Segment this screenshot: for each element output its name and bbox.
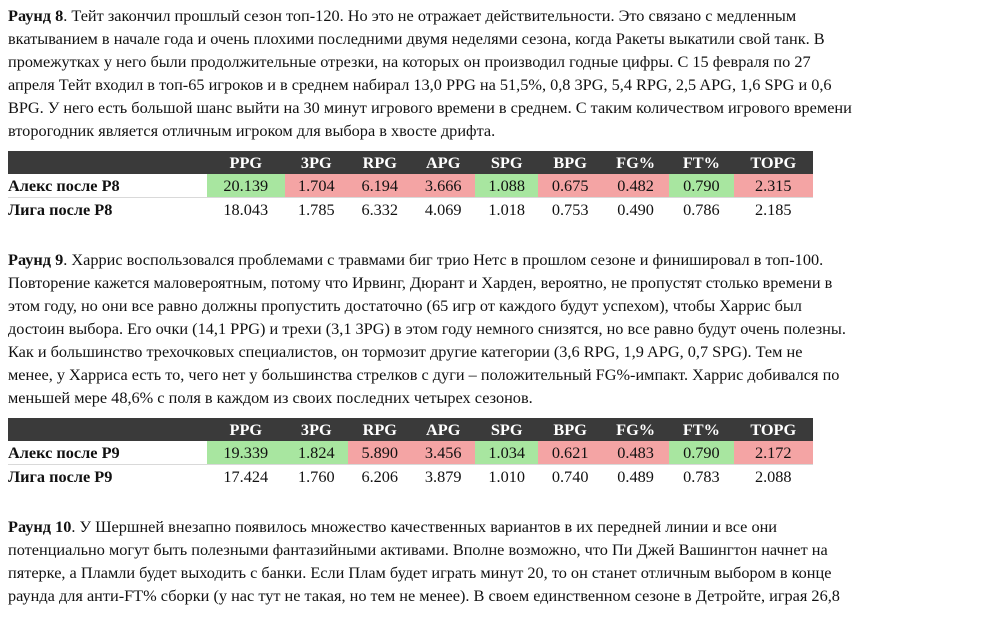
header-apg: APG <box>412 418 475 441</box>
round-9-stats-table <box>8 418 813 488</box>
stat-cell: 2.172 <box>734 441 813 465</box>
stat-cell: 1.785 <box>297 199 335 219</box>
header-rpg: RPG <box>348 418 411 441</box>
header-bpg: BPG <box>538 418 601 441</box>
stat-cell: 0.483 <box>602 441 669 465</box>
header-3pg: 3PG <box>285 418 348 441</box>
stat-cell: 6.206 <box>361 466 399 486</box>
stat-cell: 1.760 <box>297 466 335 486</box>
row-label: Лига после Р9 <box>8 466 113 486</box>
stat-cell: 0.675 <box>538 174 601 198</box>
stat-cell: 0.753 <box>551 199 589 219</box>
alex-row <box>8 441 813 465</box>
header-empty-cell <box>8 418 207 441</box>
table-header-row <box>8 418 813 441</box>
header-apg: APG <box>412 151 475 174</box>
stat-cell: 1.034 <box>475 441 538 465</box>
stat-cell: 5.890 <box>348 441 411 465</box>
stat-cell: 1.018 <box>488 199 526 219</box>
header-bpg: BPG <box>538 151 601 174</box>
header-fg: FG% <box>602 151 669 174</box>
stat-cell: 4.069 <box>424 199 462 219</box>
round-9-paragraph: Раунд 9. Харрис воспользовался проблемами с травмами биг трио Нетс в прошлом сезоне и финишировал в топ-100. Повторение кажется маловероятным, потому что Ирвинг, Дюрант и Харден, вероятно, не пропустят столько времени в этом году, но они все равно должны пропустить достаточно (65 игр от каждого будут успехом), чтобы Харрис был достоин выбора. Его очки (14,1 PPG) и трехи (3,1 3PG) в этом году немного снизятся, но все равно будут очень полезны. Как и большинство трехочковых специалистов, он тормозит другие категории (3,6 RPG, 1,9 APG, 0,7 SPG). Тем не менее, у Харриса есть то, чего нет у большинства стрелков с дуги – положительный FG%-импакт. Харрис добивался по меньшей мере 48,6% с поля в каждом из своих последних четырех сезонов. <box>8 250 846 407</box>
table-header-row <box>8 151 813 174</box>
stat-cell: 0.783 <box>683 466 720 486</box>
stat-cell: 6.194 <box>348 174 411 198</box>
header-ppg: PPG <box>207 151 285 174</box>
header-spg: SPG <box>475 151 538 174</box>
row-label: Алекс после Р8 <box>8 174 207 198</box>
league-row <box>8 465 813 489</box>
stat-cell: 0.621 <box>538 441 601 465</box>
header-ppg: PPG <box>207 418 285 441</box>
header-ft: FT% <box>669 418 733 441</box>
header-empty-cell <box>8 151 207 174</box>
stat-cell: 0.740 <box>551 466 589 486</box>
alex-row <box>8 174 813 198</box>
stat-cell: 0.482 <box>602 174 669 198</box>
stat-cell: 18.043 <box>223 199 269 219</box>
league-row <box>8 198 813 222</box>
stat-cell: 1.704 <box>285 174 348 198</box>
stat-cell: 2.088 <box>754 466 792 486</box>
round-9-heading: Раунд 9 <box>8 250 64 269</box>
stat-cell: 0.489 <box>617 466 654 486</box>
round-8-heading: Раунд 8 <box>8 6 64 25</box>
stat-cell: 3.666 <box>412 174 475 198</box>
round-8-paragraph: Раунд 8. Тейт закончил прошлый сезон топ-120. Но это не отражает действительности. Это связано с медленным вкатыванием в начале года и очень плохими последними двумя неделями сезона, когда Ракеты выкатили свой танк. В промежутках у него были продолжительные отрезки, на которых он производил годные цифры. С 15 февраля по 27 апреля Тейт входил в топ-65 игроков и в среднем набирал 13,0 PPG на 51,5%, 0,8 3PG, 5,4 RPG, 2,5 APG, 1,6 SPG и 0,6 BPG. У него есть большой шанс выйти на 30 минут игрового времени в среднем. С таким количеством игрового времени второгодник является отличным игроком для выбора в хвосте дрифта. <box>8 6 852 140</box>
header-fg: FG% <box>602 418 669 441</box>
stat-cell: 6.332 <box>361 199 399 219</box>
stat-cell: 20.139 <box>207 174 285 198</box>
stat-cell: 0.790 <box>669 441 733 465</box>
stat-cell: 3.879 <box>424 466 462 486</box>
stat-cell: 17.424 <box>223 466 269 486</box>
stat-cell: 2.315 <box>734 174 813 198</box>
stat-cell: 2.185 <box>754 199 792 219</box>
stat-cell: 1.088 <box>475 174 538 198</box>
round-10-heading: Раунд 10 <box>8 517 72 536</box>
header-3pg: 3PG <box>285 151 348 174</box>
stat-cell: 3.456 <box>412 441 475 465</box>
stat-cell: 0.490 <box>617 199 654 219</box>
round-10-paragraph: Раунд 10. У Шершней внезапно появилось множество качественных вариантов в их передней линии и все они потенциально могут быть полезными фантазийными активами. Вполне возможно, что Пи Джей Вашингтон начнет на пятерке, а Пламли будет выходить с банки. Если Плам будет играть минут 20, то он станет отличным выбором в конце раунда для анти-FT% сборки (у нас тут не такая, но тем не менее). В своем единственном сезоне в Детройте, играя 26,8 <box>8 517 840 605</box>
stat-cell: 1.824 <box>285 441 348 465</box>
header-ft: FT% <box>669 151 733 174</box>
header-rpg: RPG <box>348 151 411 174</box>
round-8-stats-table <box>8 151 813 221</box>
stat-cell: 19.339 <box>207 441 285 465</box>
header-spg: SPG <box>475 418 538 441</box>
header-topg: TOPG <box>734 151 813 174</box>
stat-cell: 1.010 <box>488 466 526 486</box>
header-topg: TOPG <box>734 418 813 441</box>
stat-cell: 0.790 <box>669 174 733 198</box>
row-label: Лига после Р8 <box>8 199 113 219</box>
stat-cell: 0.786 <box>683 199 720 219</box>
row-label: Алекс после Р9 <box>8 441 207 465</box>
